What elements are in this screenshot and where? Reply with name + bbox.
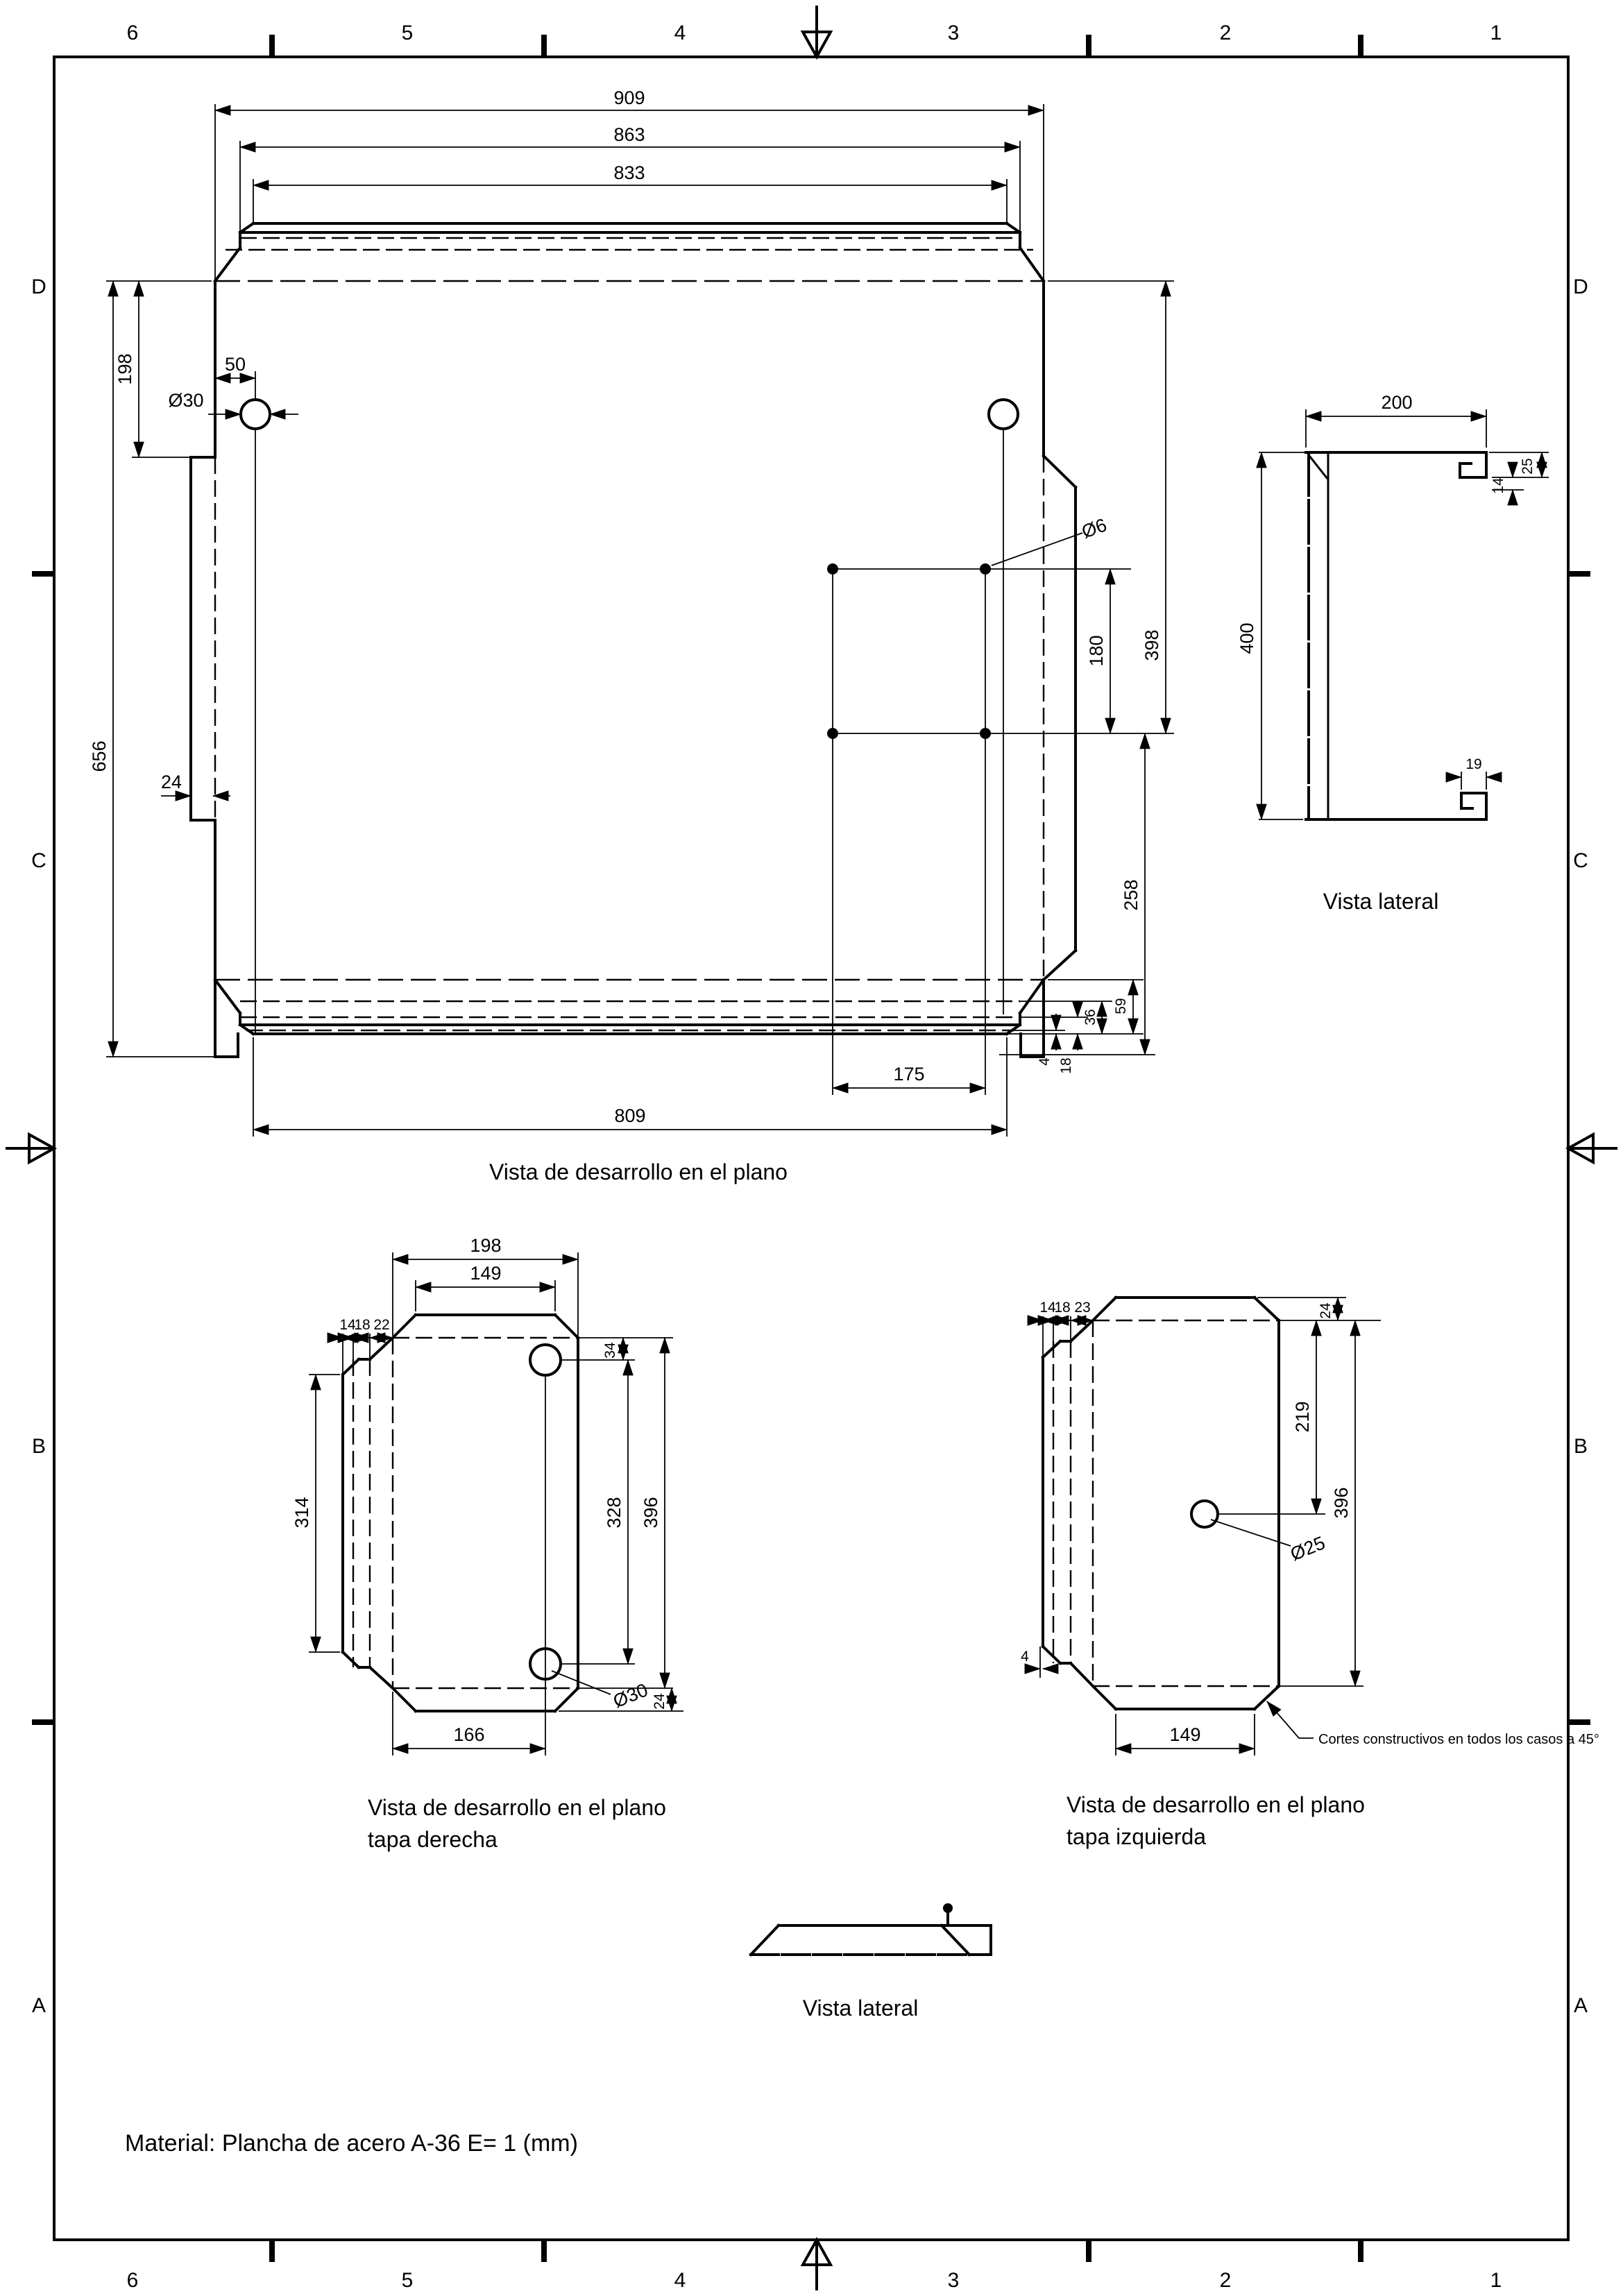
dim-24: 24 [1318, 1302, 1334, 1319]
bend-lines [1053, 1320, 1279, 1686]
sheet-frame [6, 6, 1617, 2292]
main-view-title: Vista de desarrollo en el plano [489, 1159, 788, 1184]
frame-col-label: 3 [947, 2269, 960, 2292]
dim-25: 25 [1520, 458, 1536, 475]
frame-col-label: 5 [401, 2269, 414, 2292]
dim-175: 175 [893, 1064, 925, 1085]
frame-row-label: C [1573, 849, 1588, 872]
dim-166: 166 [453, 1724, 485, 1745]
tapa-izquierda-title-line2: tapa izquierda [1067, 1824, 1207, 1849]
bend-lines [215, 238, 1044, 1030]
dim-22: 22 [373, 1317, 390, 1333]
dim-809: 809 [614, 1105, 646, 1126]
dim-200: 200 [1381, 392, 1413, 413]
dim-dia25: Ø25 [1287, 1532, 1328, 1565]
dim-258: 258 [1121, 879, 1141, 911]
bottom-side-view-title: Vista lateral [802, 1996, 919, 2021]
dim-198: 198 [114, 353, 135, 385]
part-outline [1306, 452, 1486, 819]
hole-d25 [1191, 1501, 1218, 1527]
tapa-derecha-title-line2: tapa derecha [368, 1827, 498, 1852]
dim-14: 14 [1490, 477, 1506, 494]
dim-34: 34 [602, 1342, 618, 1359]
dim-24: 24 [160, 772, 182, 792]
dim-dia30: Ø30 [610, 1679, 651, 1712]
tapa-derecha-title-line1: Vista de desarrollo en el plano [368, 1795, 666, 1820]
material-note: Material: Plancha de acero A-36 E= 1 (mm) [125, 2130, 578, 2157]
dim-400: 400 [1237, 622, 1257, 654]
frame-col-label: 2 [1219, 22, 1232, 44]
part-outline [1043, 1298, 1279, 1709]
frame-col-label: 2 [1219, 2269, 1232, 2292]
center-mark-bottom [803, 2240, 831, 2290]
main-development-view [89, 87, 1174, 1184]
dimensions [1237, 392, 1549, 819]
dim-328: 328 [604, 1497, 624, 1529]
dim-50: 50 [224, 354, 246, 375]
dim-4: 4 [1037, 1057, 1053, 1066]
dimensions [291, 1235, 672, 1749]
center-mark-top [803, 6, 831, 57]
part-outline [191, 223, 1076, 1057]
dim-863: 863 [613, 124, 645, 145]
hole-d30-right [989, 400, 1018, 429]
dimensions [1021, 1298, 1599, 1749]
dim-149: 149 [1169, 1724, 1201, 1745]
dim-398: 398 [1141, 629, 1162, 661]
dim-909: 909 [613, 87, 645, 108]
dim-dia6: Ø6 [1078, 514, 1110, 543]
dim-396: 396 [640, 1497, 661, 1529]
dim-18: 18 [1058, 1057, 1074, 1074]
hole-d30-left [241, 400, 270, 429]
hole-d30-top [530, 1345, 561, 1375]
dim-18: 18 [354, 1317, 371, 1333]
dim-198: 198 [470, 1235, 502, 1256]
dim-19: 19 [1465, 756, 1482, 772]
dim-dia30: Ø30 [168, 390, 204, 411]
frame-row-label: D [1573, 275, 1588, 298]
center-mark-right [1568, 1134, 1617, 1162]
development-view-tapa-derecha [291, 1235, 683, 1852]
side-view-title: Vista lateral [1323, 889, 1439, 914]
part-outline [751, 1903, 991, 1955]
dim-14: 14 [339, 1317, 356, 1333]
center-mark-left [6, 1134, 54, 1162]
frame-row-label: D [31, 275, 46, 298]
dim-14: 14 [1039, 1300, 1056, 1316]
dim-59: 59 [1113, 998, 1129, 1014]
frame-row-label: A [1573, 1994, 1588, 2017]
dim-4: 4 [1021, 1649, 1029, 1665]
frame-col-label: 4 [674, 2269, 686, 2292]
extension-lines [106, 104, 1174, 1137]
dim-24: 24 [652, 1693, 668, 1710]
construction-note: Cortes constructivos en todos los casos a 45° [1318, 1732, 1599, 1747]
dim-396: 396 [1331, 1487, 1352, 1519]
bend-lines [353, 1338, 578, 1688]
frame-col-label: 6 [126, 22, 139, 44]
frame-col-label: 3 [947, 22, 960, 44]
dim-23: 23 [1074, 1300, 1091, 1316]
frame-col-label: 5 [401, 22, 414, 44]
side-view-bottom [751, 1903, 991, 2021]
dim-36: 36 [1082, 1009, 1098, 1026]
side-view-right [1237, 392, 1549, 914]
dim-180: 180 [1086, 635, 1107, 667]
frame-col-label: 4 [674, 22, 686, 44]
dim-18: 18 [1054, 1300, 1071, 1316]
frame-col-label: 1 [1490, 22, 1502, 44]
dim-656: 656 [89, 740, 110, 772]
dimensions [89, 87, 1166, 1130]
dim-149: 149 [470, 1263, 502, 1284]
frame-row-label: B [31, 1435, 46, 1458]
frame-row-label: C [31, 849, 46, 872]
development-view-tapa-izquierda [1021, 1298, 1599, 1849]
dim-833: 833 [613, 162, 645, 183]
frame-row-label: B [1573, 1435, 1588, 1458]
dim-219: 219 [1292, 1401, 1313, 1433]
frame-col-label: 1 [1490, 2269, 1502, 2292]
frame-col-label: 6 [126, 2269, 139, 2292]
dim-314: 314 [291, 1497, 312, 1529]
tapa-izquierda-title-line1: Vista de desarrollo en el plano [1067, 1792, 1365, 1817]
frame-row-label: A [31, 1994, 46, 2017]
